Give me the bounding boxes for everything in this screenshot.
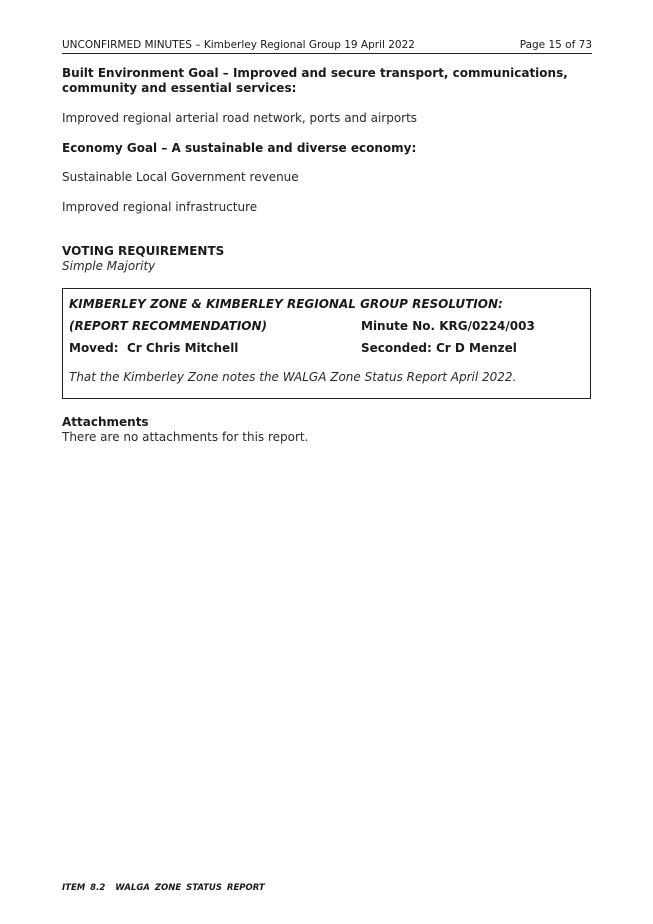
voting-requirements-heading: VOTING REQUIREMENTS: [62, 244, 225, 258]
attachments-heading: Attachments: [62, 415, 149, 429]
attachments-text: There are no attachments for this report.: [62, 430, 309, 444]
page-number: Page 15 of 73: [519, 39, 592, 51]
economy-item: Improved regional infrastructure: [62, 200, 258, 214]
resolution-box: [62, 288, 591, 399]
page-header: [62, 38, 592, 54]
page-footer: [62, 882, 265, 894]
report-recommendation-label: (REPORT RECOMMENDATION): [69, 319, 268, 333]
built-environment-item: Improved regional arterial road network, ports and airports: [62, 111, 418, 125]
document-page: [62, 0, 592, 924]
economy-goal-heading: Economy Goal – A sustainable and diverse economy:: [62, 141, 417, 155]
seconded-by: Seconded: Cr D Menzel: [361, 341, 517, 355]
minute-number: Minute No. KRG/0224/003: [361, 319, 535, 333]
moved-label: Moved:: [69, 341, 119, 355]
resolution-title: KIMBERLEY ZONE & KIMBERLEY REGIONAL GROUP RESOLUTION:: [69, 297, 503, 311]
resolution-motion: That the Kimberley Zone notes the WALGA Zone Status Report April 2022.: [69, 370, 517, 384]
voting-requirements-value: Simple Majority: [62, 259, 156, 273]
footer-item-title: WALGA ZONE STATUS REPORT: [115, 883, 265, 893]
footer-item-number: ITEM 8.2: [62, 883, 106, 893]
built-environment-goal-heading: Built Environment Goal – Improved and secure transport, communications, community and essential services:: [62, 66, 568, 95]
economy-item: Sustainable Local Government revenue: [62, 170, 299, 184]
header-title: UNCONFIRMED MINUTES – Kimberley Regional Group 19 April 2022: [62, 39, 415, 51]
moved-by-name: Cr Chris Mitchell: [127, 341, 239, 355]
